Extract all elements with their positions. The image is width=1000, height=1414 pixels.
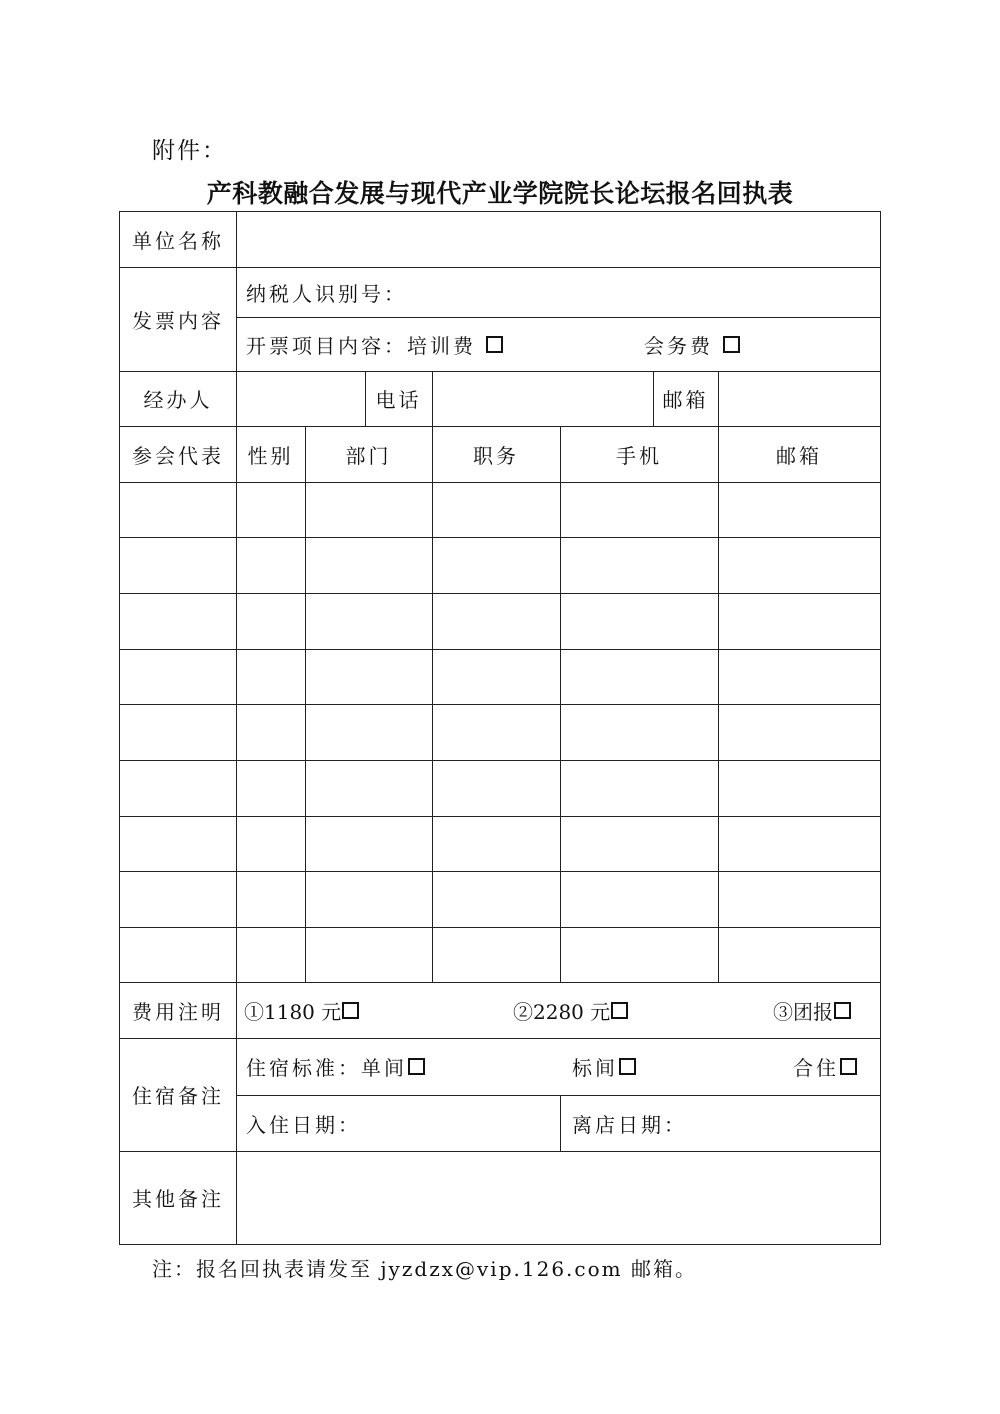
email-field[interactable] bbox=[720, 373, 878, 425]
single-room-checkbox[interactable] bbox=[408, 1058, 425, 1075]
taxpayer-id-field[interactable] bbox=[246, 267, 876, 317]
other-remarks-field[interactable] bbox=[238, 1153, 878, 1242]
other-remarks-label: 其他备注 bbox=[132, 1187, 224, 1211]
fee-option-1-label: ①1180 元 bbox=[244, 999, 342, 1024]
column-gender: 性别 bbox=[247, 443, 294, 468]
lodging-standard-room bbox=[572, 1038, 672, 1095]
attachment-label: 附件： bbox=[152, 138, 227, 164]
column-position: 职务 bbox=[473, 443, 519, 468]
fee-option-3-checkbox[interactable] bbox=[834, 1002, 851, 1019]
standard-room-checkbox[interactable] bbox=[619, 1058, 636, 1075]
delegate-row[interactable] bbox=[122, 706, 878, 758]
phone-label: 电话 bbox=[375, 388, 422, 412]
fee-option-2-checkbox[interactable] bbox=[611, 1002, 628, 1019]
email-label: 邮箱 bbox=[662, 388, 709, 412]
training-fee-checkbox[interactable] bbox=[486, 336, 503, 353]
standard-room-label: 标间 bbox=[572, 1056, 618, 1080]
handler-field[interactable] bbox=[238, 373, 363, 425]
lodging-shared bbox=[793, 1038, 879, 1095]
meeting-fee-checkbox[interactable] bbox=[723, 336, 740, 353]
fee-option-3-label: ③团报 bbox=[773, 999, 833, 1024]
column-mobile: 手机 bbox=[616, 443, 662, 468]
checkout-label: 离店日期： bbox=[572, 1112, 687, 1137]
unit-name-label: 单位名称 bbox=[132, 229, 224, 253]
fee-option-3 bbox=[773, 982, 878, 1038]
shared-room-label: 合住 bbox=[793, 1056, 839, 1080]
delegate-row[interactable] bbox=[122, 595, 878, 647]
invoice-item-meeting bbox=[644, 317, 804, 371]
invoice-label: 发票内容 bbox=[132, 308, 224, 333]
checkin-label: 入住日期： bbox=[246, 1112, 361, 1137]
delegates-label: 参会代表 bbox=[132, 443, 224, 468]
checkout-date-field[interactable] bbox=[572, 1095, 872, 1151]
fee-label: 费用注明 bbox=[132, 999, 224, 1024]
invoice-item-training bbox=[246, 317, 626, 371]
lodging-single bbox=[246, 1038, 446, 1095]
fee-option-2 bbox=[513, 982, 693, 1038]
delegate-row[interactable] bbox=[122, 873, 878, 925]
fee-option-2-label: ②2280 元 bbox=[513, 999, 611, 1024]
delegate-row[interactable] bbox=[122, 484, 878, 536]
invoice-item-label: 开票项目内容：培训费 bbox=[246, 333, 476, 358]
unit-name-field[interactable] bbox=[238, 214, 878, 266]
footer-note: 注：报名回执表请发至 jyzdzx@vip.126.com 邮箱。 bbox=[152, 1257, 697, 1281]
checkin-date-field[interactable] bbox=[246, 1095, 556, 1151]
fee-option-1-checkbox[interactable] bbox=[342, 1002, 359, 1019]
column-email: 邮箱 bbox=[776, 443, 822, 468]
handler-label: 经办人 bbox=[143, 388, 213, 412]
lodging-label: 住宿备注 bbox=[132, 1084, 224, 1108]
taxpayer-id-label: 纳税人识别号： bbox=[246, 281, 407, 306]
lodging-standard-label: 住宿标准：单间 bbox=[246, 1056, 407, 1080]
registration-form-table bbox=[119, 211, 881, 1245]
delegate-row[interactable] bbox=[122, 651, 878, 703]
form-title: 产科教融合发展与现代产业学院院长论坛报名回执表 bbox=[206, 179, 794, 208]
meeting-fee-label: 会务费 bbox=[644, 333, 713, 358]
column-department: 部门 bbox=[345, 443, 392, 468]
delegate-row[interactable] bbox=[122, 539, 878, 591]
fee-option-1 bbox=[244, 982, 424, 1038]
shared-room-checkbox[interactable] bbox=[840, 1058, 857, 1075]
delegate-row[interactable] bbox=[122, 818, 878, 870]
phone-field[interactable] bbox=[434, 373, 651, 425]
delegate-row[interactable] bbox=[122, 762, 878, 814]
